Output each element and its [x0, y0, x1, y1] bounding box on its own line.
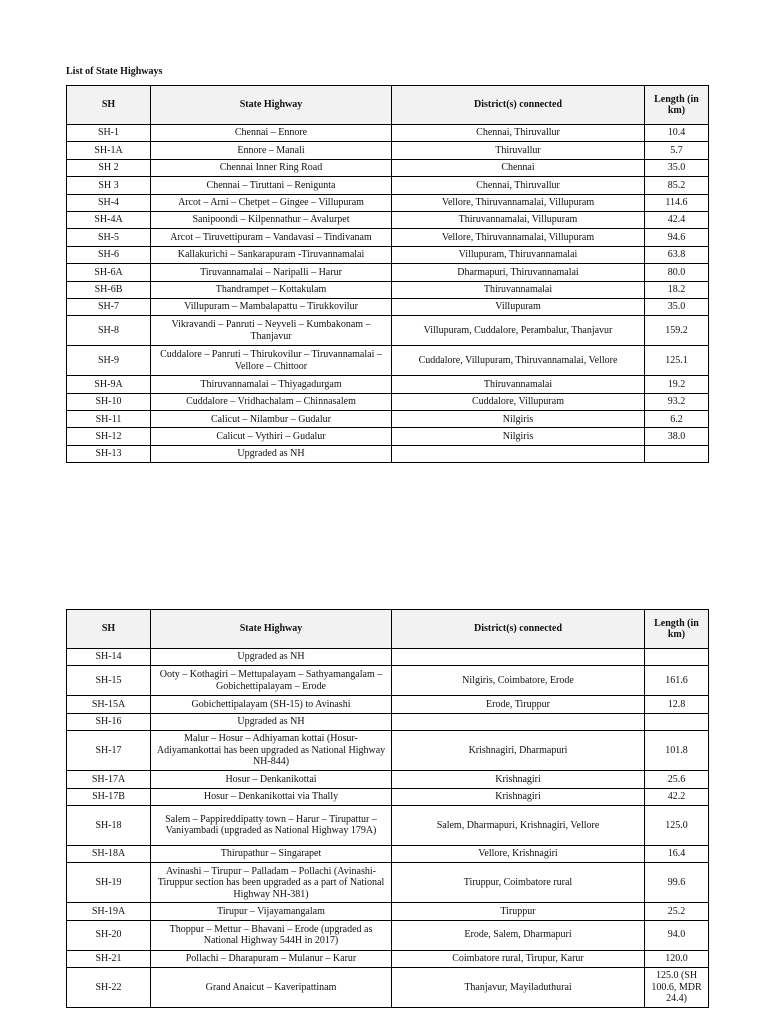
cell-sh: SH-19A	[67, 903, 151, 920]
table-1-body	[67, 125, 709, 463]
cell-districts: Vellore, Thiruvannamalai, Villupuram	[392, 229, 645, 246]
cell-sh: SH-11	[67, 411, 151, 428]
cell-sh: SH-13	[67, 445, 151, 462]
header-length: Length (in km)	[645, 86, 709, 125]
cell-districts: Dharmapuri, Thiruvannamalai	[392, 264, 645, 281]
cell-districts: Thiruvallur	[392, 142, 645, 159]
cell-districts: Chennai, Thiruvallur	[392, 125, 645, 142]
cell-state-highway: Ooty – Kothagiri – Mettupalayam – Sathyamangalam – Gobichettipalayam – Erode	[151, 666, 392, 696]
cell-sh: SH-1A	[67, 142, 151, 159]
cell-length: 125.0 (SH 100.6, MDR 24.4)	[645, 968, 709, 1008]
table-row	[67, 376, 709, 393]
state-highways-table-2	[66, 609, 709, 1008]
cell-state-highway: Thirupathur – Singarapet	[151, 845, 392, 862]
cell-state-highway: Calicut – Vythiri – Gudalur	[151, 428, 392, 445]
cell-length: 159.2	[645, 316, 709, 346]
cell-districts: Erode, Tiruppur	[392, 696, 645, 713]
cell-districts	[392, 713, 645, 730]
cell-state-highway: Tiruvannamalai – Naripalli – Harur	[151, 264, 392, 281]
cell-state-highway: Calicut – Nilambur – Gudalur	[151, 411, 392, 428]
cell-state-highway: Kallakurichi – Sankarapuram -Tiruvannamalai	[151, 246, 392, 263]
header-state-highway: State Highway	[151, 610, 392, 649]
cell-districts: Nilgiris	[392, 428, 645, 445]
table-row	[67, 159, 709, 176]
table-row	[67, 845, 709, 862]
cell-sh: SH-1	[67, 125, 151, 142]
table-row	[67, 788, 709, 805]
cell-districts: Tiruppur	[392, 903, 645, 920]
cell-length: 94.0	[645, 920, 709, 950]
cell-districts: Villupuram, Thiruvannamalai	[392, 246, 645, 263]
state-highways-table-1	[66, 85, 709, 463]
cell-districts	[392, 445, 645, 462]
cell-sh: SH-6A	[67, 264, 151, 281]
cell-length	[645, 649, 709, 666]
cell-state-highway: Grand Anaicut – Kaveripattinam	[151, 968, 392, 1008]
cell-length: 80.0	[645, 264, 709, 281]
cell-length: 161.6	[645, 666, 709, 696]
table-row	[67, 445, 709, 462]
table-row	[67, 920, 709, 950]
cell-length: 93.2	[645, 393, 709, 410]
table-row	[67, 393, 709, 410]
cell-sh: SH-21	[67, 950, 151, 967]
cell-state-highway: Thandrampet – Kottakulam	[151, 281, 392, 298]
cell-districts: Thiruvannamalai	[392, 281, 645, 298]
table-row	[67, 950, 709, 967]
cell-length: 25.2	[645, 903, 709, 920]
table-row	[67, 805, 709, 845]
cell-sh: SH-17	[67, 731, 151, 771]
cell-length: 63.8	[645, 246, 709, 263]
cell-length: 114.6	[645, 194, 709, 211]
cell-length	[645, 713, 709, 730]
cell-length: 38.0	[645, 428, 709, 445]
cell-state-highway: Upgraded as NH	[151, 445, 392, 462]
cell-length: 18.2	[645, 281, 709, 298]
cell-districts: Krishnagiri, Dharmapuri	[392, 731, 645, 771]
cell-state-highway: Villupuram – Mambalapattu – Tirukkovilur	[151, 298, 392, 315]
cell-sh: SH-14	[67, 649, 151, 666]
cell-sh: SH-15	[67, 666, 151, 696]
table-row	[67, 428, 709, 445]
cell-sh: SH-9	[67, 346, 151, 376]
table-row	[67, 968, 709, 1008]
table-row	[67, 649, 709, 666]
cell-length: 42.4	[645, 211, 709, 228]
cell-state-highway: Chennai Inner Ring Road	[151, 159, 392, 176]
table-row	[67, 211, 709, 228]
table-row	[67, 696, 709, 713]
cell-length: 12.8	[645, 696, 709, 713]
cell-length: 120.0	[645, 950, 709, 967]
cell-sh: SH-20	[67, 920, 151, 950]
cell-districts: Cuddalore, Villupuram	[392, 393, 645, 410]
table-header-row	[67, 610, 709, 649]
header-sh: SH	[67, 86, 151, 125]
cell-sh: SH-5	[67, 229, 151, 246]
cell-length	[645, 445, 709, 462]
cell-state-highway: Ennore – Manali	[151, 142, 392, 159]
cell-districts: Salem, Dharmapuri, Krishnagiri, Vellore	[392, 805, 645, 845]
cell-sh: SH-4A	[67, 211, 151, 228]
cell-sh: SH-19	[67, 863, 151, 903]
cell-length: 125.0	[645, 805, 709, 845]
cell-state-highway: Thiruvannamalai – Thiyagadurgam	[151, 376, 392, 393]
cell-state-highway: Cuddalore – Vridhachalam – Chinnasalem	[151, 393, 392, 410]
cell-state-highway: Gobichettipalayam (SH-15) to Avinashi	[151, 696, 392, 713]
cell-districts: Vellore, Krishnagiri	[392, 845, 645, 862]
cell-state-highway: Cuddalore – Panruti – Thirukovilur – Tiruvannamalai – Vellore – Chittoor	[151, 346, 392, 376]
header-districts: District(s) connected	[392, 610, 645, 649]
cell-state-highway: Thoppur – Mettur – Bhavani – Erode (upgraded as National Highway 544H in 2017)	[151, 920, 392, 950]
cell-length: 6.2	[645, 411, 709, 428]
cell-length: 125.1	[645, 346, 709, 376]
cell-districts: Coimbatore rural, Tirupur, Karur	[392, 950, 645, 967]
table-row	[67, 194, 709, 211]
cell-districts: Nilgiris	[392, 411, 645, 428]
cell-sh: SH 3	[67, 177, 151, 194]
table-row	[67, 264, 709, 281]
cell-length: 5.7	[645, 142, 709, 159]
cell-state-highway: Chennai – Ennore	[151, 125, 392, 142]
table-row	[67, 316, 709, 346]
cell-state-highway: Vikravandi – Panruti – Neyveli – Kumbakonam – Thanjavur	[151, 316, 392, 346]
cell-sh: SH-10	[67, 393, 151, 410]
table-row	[67, 298, 709, 315]
cell-length: 42.2	[645, 788, 709, 805]
header-sh: SH	[67, 610, 151, 649]
cell-districts: Thiruvannamalai, Villupuram	[392, 211, 645, 228]
cell-districts: Nilgiris, Coimbatore, Erode	[392, 666, 645, 696]
cell-state-highway: Upgraded as NH	[151, 713, 392, 730]
cell-length: 85.2	[645, 177, 709, 194]
cell-state-highway: Salem – Pappireddipatty town – Harur – Tirupattur – Vaniyambadi (upgraded as National Highway 179A)	[151, 805, 392, 845]
header-state-highway: State Highway	[151, 86, 392, 125]
cell-districts: Cuddalore, Villupuram, Thiruvannamalai, Vellore	[392, 346, 645, 376]
cell-sh: SH-18A	[67, 845, 151, 862]
cell-sh: SH 2	[67, 159, 151, 176]
cell-state-highway: Tirupur – Vijayamangalam	[151, 903, 392, 920]
cell-length: 35.0	[645, 298, 709, 315]
table-row	[67, 142, 709, 159]
cell-state-highway: Malur – Hosur – Adhiyaman kottai (Hosur-Adiyamankottai has been upgraded as National Highway NH-844)	[151, 731, 392, 771]
cell-state-highway: Arcot – Tiruvettipuram – Vandavasi – Tindivanam	[151, 229, 392, 246]
cell-sh: SH-17A	[67, 771, 151, 788]
header-length: Length (in km)	[645, 610, 709, 649]
cell-sh: SH-7	[67, 298, 151, 315]
table-row	[67, 731, 709, 771]
table-row	[67, 771, 709, 788]
table-row	[67, 346, 709, 376]
cell-length: 101.8	[645, 731, 709, 771]
cell-sh: SH-22	[67, 968, 151, 1008]
table-row	[67, 125, 709, 142]
cell-districts: Chennai	[392, 159, 645, 176]
page-caption: List of State Highways	[66, 66, 163, 77]
cell-sh: SH-6B	[67, 281, 151, 298]
cell-state-highway: Arcot – Arni – Chetpet – Gingee – Villupuram	[151, 194, 392, 211]
cell-state-highway: Pollachi – Dharapuram – Mulanur – Karur	[151, 950, 392, 967]
table-2-body	[67, 649, 709, 1008]
cell-districts: Villupuram, Cuddalore, Perambalur, Thanjavur	[392, 316, 645, 346]
cell-state-highway: Hosur – Denkanikottai via Thally	[151, 788, 392, 805]
cell-districts	[392, 649, 645, 666]
cell-districts: Tiruppur, Coimbatore rural	[392, 863, 645, 903]
cell-sh: SH-8	[67, 316, 151, 346]
cell-length: 94.6	[645, 229, 709, 246]
cell-sh: SH-15A	[67, 696, 151, 713]
cell-districts: Thanjavur, Mayiladuthurai	[392, 968, 645, 1008]
cell-districts: Thiruvannamalai	[392, 376, 645, 393]
table-row	[67, 863, 709, 903]
table-row	[67, 666, 709, 696]
table-row	[67, 177, 709, 194]
cell-state-highway: Chennai – Tiruttani – Renigunta	[151, 177, 392, 194]
table-row	[67, 713, 709, 730]
cell-length: 19.2	[645, 376, 709, 393]
cell-length: 99.6	[645, 863, 709, 903]
cell-state-highway: Sanipoondi – Kilpennathur – Avalurpet	[151, 211, 392, 228]
table-header-row	[67, 86, 709, 125]
cell-sh: SH-4	[67, 194, 151, 211]
cell-districts: Vellore, Thiruvannamalai, Villupuram	[392, 194, 645, 211]
table-row	[67, 411, 709, 428]
cell-state-highway: Hosur – Denkanikottai	[151, 771, 392, 788]
cell-length: 16.4	[645, 845, 709, 862]
table-row	[67, 281, 709, 298]
cell-sh: SH-17B	[67, 788, 151, 805]
cell-sh: SH-18	[67, 805, 151, 845]
cell-length: 25.6	[645, 771, 709, 788]
table-row	[67, 229, 709, 246]
cell-sh: SH-16	[67, 713, 151, 730]
cell-sh: SH-6	[67, 246, 151, 263]
cell-length: 10.4	[645, 125, 709, 142]
cell-districts: Villupuram	[392, 298, 645, 315]
cell-length: 35.0	[645, 159, 709, 176]
cell-state-highway: Upgraded as NH	[151, 649, 392, 666]
cell-districts: Krishnagiri	[392, 771, 645, 788]
header-districts: District(s) connected	[392, 86, 645, 125]
cell-districts: Erode, Salem, Dharmapuri	[392, 920, 645, 950]
table-row	[67, 246, 709, 263]
cell-sh: SH-9A	[67, 376, 151, 393]
cell-districts: Krishnagiri	[392, 788, 645, 805]
table-row	[67, 903, 709, 920]
cell-districts: Chennai, Thiruvallur	[392, 177, 645, 194]
cell-state-highway: Avinashi – Tirupur – Palladam – Pollachi (Avinashi-Tiruppur section has been upgraded as a part of National Highway NH-381)	[151, 863, 392, 903]
cell-sh: SH-12	[67, 428, 151, 445]
